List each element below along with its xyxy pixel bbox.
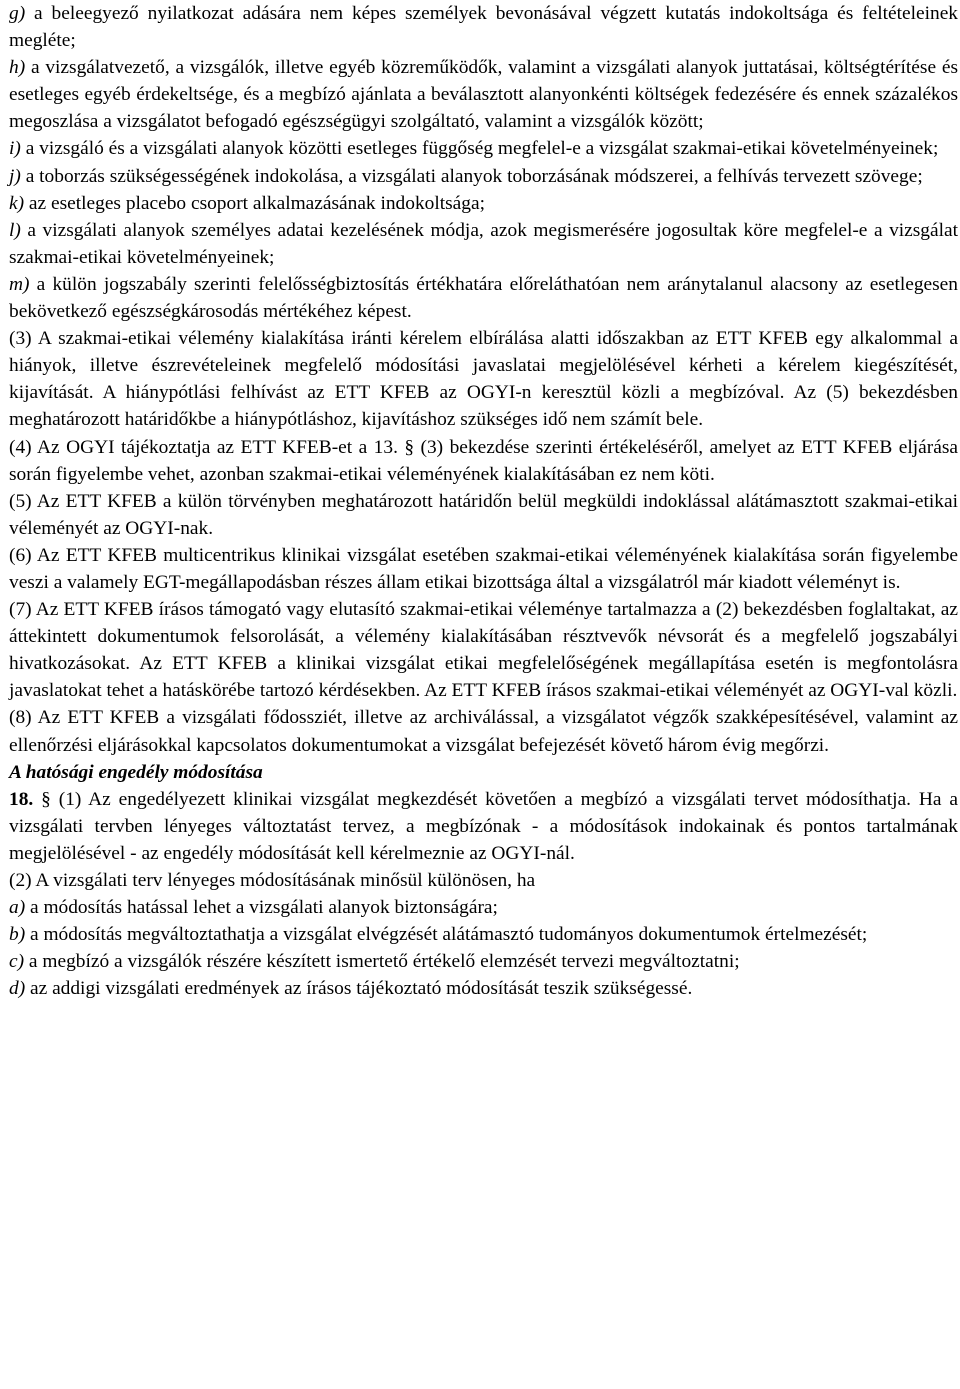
item-marker: g) — [9, 3, 26, 24]
list-item-k — [9, 190, 958, 217]
item-marker: l) — [9, 219, 21, 241]
item-marker: b) — [9, 924, 26, 946]
list-item-h — [9, 54, 958, 135]
sub-item-d — [9, 975, 958, 1002]
paragraph-4: (4) Az OGYI tájékoztatja az ETT KFEB-et a 13. § (3) bekezdése szerinti értékeléséről, amelyet az ETT KFEB eljárása során figyelembe vehet, azonban szakmai-etikai véleményének kialakításában ez nem köti. — [9, 436, 958, 485]
item-text: a toborzás szükségességének indokolása, a vizsgálati alanyok toborzásának módszerei, a felhívás tervezett szövege; — [20, 165, 923, 187]
section-18-paragraph-1 — [9, 786, 958, 867]
list-item-g — [9, 0, 958, 54]
item-text: a megbízó a vizsgálók részére készített ismertető értékelő elemzését tervezi megváltoztatni; — [24, 951, 740, 973]
item-text: a vizsgálatvezető, a vizsgálók, illetve egyéb közreműködők, valamint a vizsgálati alanyok juttatásai, költségtérítése és esetleges egyéb érdekeltsége, és a megbízó ajánlata a beválasztott alanyonkénti költségek fedezésére és ennek százalékos megoszlása a vizsgálatot befogadó egészségügyi szolgáltató, valamint a vizsgálók között; — [9, 57, 958, 133]
paragraph-3: (3) A szakmai-etikai vélemény kialakítása iránti kérelem elbírálása alatti időszakban az ETT KFEB egy alkalommal a hiányok, illetve észrevételeinek megfelelő módosítási javaslatai megjelölésével kérheti a kérelem kiegészítését, kijavítását. A hiánypótlási felhívást az ETT KFEB az OGYI-n keresztül közli a megbízóval. Az (5) bekezdésben meghatározott határidőkbe a hiánypótláshoz, kijavításhoz szükséges idő nem számít bele. — [9, 328, 958, 431]
section-text: § (1) Az engedélyezett klinikai vizsgálat megkezdését követően a megbízó a vizsgálati tervet módosíthatja. Ha a vizsgálati tervben lényeges változtatást tervez, a megbízónak - a módosítások indokainak és pontos tartalmának megjelölésével - az engedély módosítását kell kérelmeznie az OGYI-nál. — [9, 788, 958, 864]
list-item-j — [9, 163, 958, 190]
paragraph-7: (7) Az ETT KFEB írásos támogató vagy elutasító szakmai-etikai véleménye tartalmazza a (2) bekezdésben foglaltakat, az áttekintett dokumentumok felsorolását, a vélemény kialakításában résztvevők névsorát és a megfelelő jogszabályi hivatkozásokat. Az ETT KFEB a klinikai vizsgálat etikai megfelelőségének megállapítása esetén is megfontolásra javaslatokat tehet a hatáskörébe tartozó kérdésekben. Az ETT KFEB írásos szakmai-etikai véleményét az OGYI-val közli. — [9, 599, 958, 702]
list-item-i — [9, 135, 958, 162]
item-marker: h) — [9, 57, 26, 79]
sub-item-a — [9, 894, 958, 921]
item-text: a módosítás megváltoztathatja a vizsgálat elvégzését alátámasztó tudományos dokumentumok értelmezését; — [25, 924, 868, 946]
item-marker: m) — [9, 273, 30, 295]
paragraph-5: (5) Az ETT KFEB a külön törvényben meghatározott határidőn belül megküldi indoklással alátámasztott szakmai-etikai véleményét az OGYI-nak. — [9, 490, 958, 539]
item-text: a vizsgáló és a vizsgálati alanyok közötti esetleges függőség megfelel-e a vizsgálat szakmai-etikai követelményeinek; — [20, 138, 939, 160]
item-text: az addigi vizsgálati eredmények az írásos tájékoztató módosítását teszik szükségessé. — [25, 978, 693, 1000]
item-marker: k) — [9, 192, 25, 214]
item-marker: a) — [9, 897, 26, 919]
item-text: a vizsgálati alanyok személyes adatai kezelésének módja, azok megismerésére jogosultak köre megfelel-e a vizsgálat szakmai-etikai követelményeinek; — [9, 219, 958, 268]
list-item-m — [9, 271, 958, 325]
item-text: a beleegyező nyilatkozat adására nem képes személyek bevonásával végzett kutatás indokoltsága és feltételeinek megléte; — [9, 3, 958, 52]
item-marker: j) — [9, 165, 21, 187]
section-heading: A hatósági engedély módosítása — [9, 761, 263, 783]
item-text: az esetleges placebo csoport alkalmazásának indokoltsága; — [24, 192, 485, 214]
item-marker: c) — [9, 951, 25, 973]
sub-item-c — [9, 948, 958, 975]
item-marker: d) — [9, 978, 26, 1000]
item-text: a külön jogszabály szerinti felelősségbiztosítás értékhatára előreláthatóan nem aránytalanul alacsony az esetlegesen bekövetkező egészségkárosodás mértékéhez képest. — [9, 273, 958, 323]
paragraph-6: (6) Az ETT KFEB multicentrikus klinikai vizsgálat esetében szakmai-etikai véleményének kialakítása során figyelembe veszi a valamely EGT-megállapodásban részes állam etikai bizottsága által a vizsgálatról már kiadott véleményt is. — [9, 544, 958, 593]
item-marker: i) — [9, 138, 21, 160]
section-18-paragraph-2-intro: (2) A vizsgálati terv lényeges módosításának minősül különösen, ha — [9, 870, 536, 891]
item-text: a módosítás hatással lehet a vizsgálati alanyok biztonságára; — [25, 897, 498, 919]
list-item-l — [9, 217, 958, 271]
sub-item-b — [9, 921, 958, 948]
paragraph-8: (8) Az ETT KFEB a vizsgálati fődossziét, illetve az archiválással, a vizsgálatot végzők szakképesítésével, valamint az ellenőrzési eljárásokkal kapcsolatos dokumentumokat a vizsgálat befejezését követő három évig megőrzi. — [9, 707, 958, 756]
section-number: 18. — [9, 788, 34, 810]
